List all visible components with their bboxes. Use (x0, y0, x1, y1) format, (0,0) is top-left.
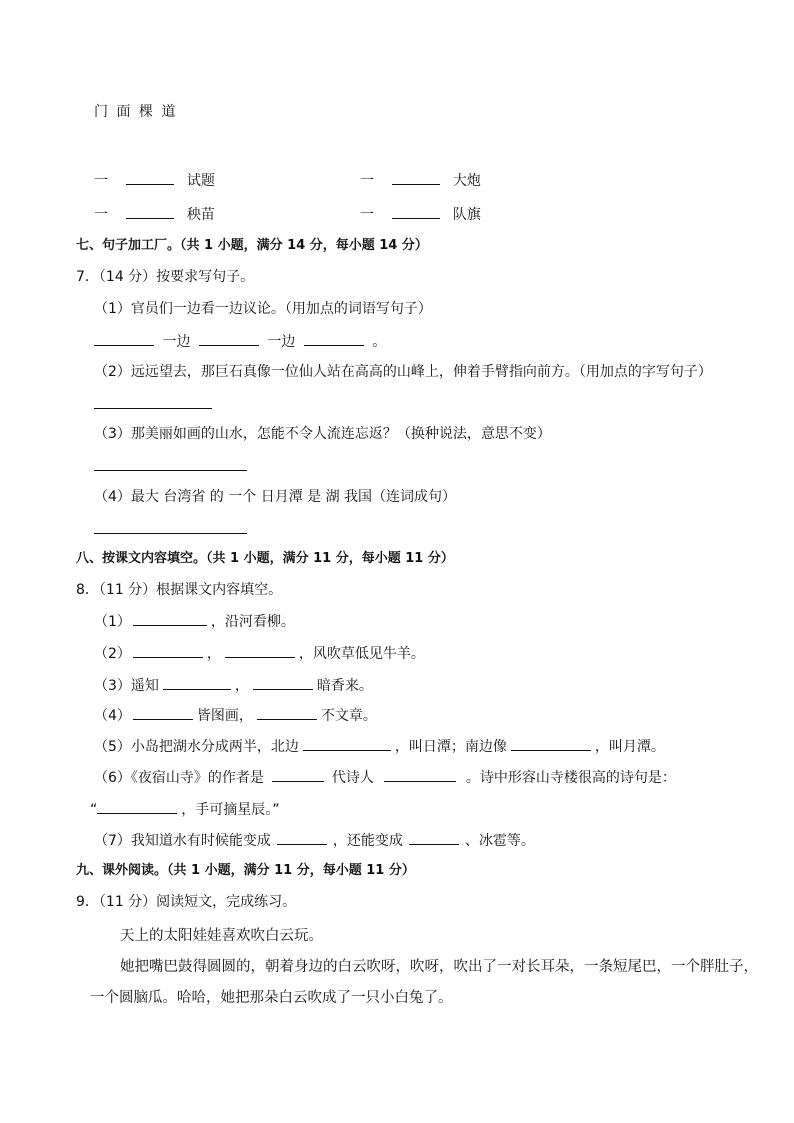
answer-end-punct: 。 (372, 334, 387, 350)
fill-text: ， (234, 678, 249, 694)
fill-in-line-5 (94, 736, 665, 757)
answer-blank[interactable] (133, 705, 193, 720)
fill-text: （6）《夜宿山寺》的作者是 (94, 770, 264, 786)
answer-blank[interactable] (392, 204, 440, 219)
answer-blank[interactable] (126, 170, 174, 185)
fill-text: 、冰雹等。 (464, 833, 535, 849)
sub-question: （3）那美丽如画的山水，怎能不令人流连忘返？（换种说法，意思不变） (94, 426, 551, 442)
fill-text: （3）遥知 (94, 678, 159, 694)
measure-word-item-3 (94, 204, 215, 225)
measure-suffix: 队旗 (452, 207, 481, 223)
answer-blank[interactable] (225, 643, 295, 658)
reading-paragraph: 一个圆脑瓜。哈哈，她把那朵白云吹成了一只小白兔了。 (90, 990, 453, 1006)
question-title: 9．（11 分）阅读短文，完成练习。 (76, 894, 297, 910)
answer-blank[interactable] (277, 830, 327, 845)
measure-suffix: 试题 (186, 173, 215, 189)
fill-in-line-2 (94, 643, 425, 664)
answer-blank[interactable] (97, 799, 177, 814)
fill-text: “ (90, 802, 98, 818)
answer-blank[interactable] (392, 170, 440, 185)
answer-line[interactable] (94, 470, 247, 471)
fill-text: ，还能变成 (332, 833, 403, 849)
word-list: 门 面 棵 道 (94, 104, 178, 120)
answer-blank[interactable] (304, 331, 364, 346)
answer-blank[interactable] (409, 830, 459, 845)
measure-word-item-2 (360, 170, 481, 191)
measure-word-item-4 (360, 204, 481, 225)
answer-line[interactable] (94, 533, 247, 534)
answer-blank[interactable] (257, 705, 317, 720)
fill-in-line-7 (94, 830, 535, 851)
fill-in-line-1 (94, 611, 295, 632)
answer-blank[interactable] (94, 331, 154, 346)
fill-text: ，手可摘星辰。” (181, 802, 280, 818)
answer-blank[interactable] (303, 736, 391, 751)
fill-text: 暗香来。 (316, 678, 373, 694)
measure-prefix: 一 (94, 173, 108, 189)
answer-connector: 一边 (267, 334, 296, 350)
fill-in-line-6b (90, 799, 280, 820)
sub-question: （1）官员们一边看一边议论。（用加点的词语写句子） (94, 301, 432, 317)
measure-word-item-1 (94, 170, 215, 191)
measure-suffix: 秧苗 (186, 207, 215, 223)
question-title: 7．（14 分）按要求写句子。 (76, 269, 255, 285)
reading-paragraph: 天上的太阳娃娃喜欢吹白云玩。 (120, 928, 323, 944)
fill-in-line-4 (94, 705, 377, 726)
fill-text: （5）小岛把湖水分成两半，北边 (94, 739, 299, 755)
fill-text: （2） (94, 646, 131, 662)
sub-question: （2）远远望去，那巨石真像一位仙人站在高高的山峰上，伸着手臂指向前方。（用加点的字写句子） (94, 364, 712, 380)
answer-blank[interactable] (133, 643, 203, 658)
fill-text: ，叫月潭。 (594, 739, 665, 755)
answer-connector: 一边 (162, 334, 191, 350)
section-heading: 九、课外阅读。（共 1 小题，满分 11 分，每小题 11 分） (76, 863, 415, 878)
measure-prefix: 一 (360, 207, 374, 223)
answer-blank[interactable] (511, 736, 591, 751)
answer-blank[interactable] (384, 767, 456, 782)
fill-text: ，沿河看柳。 (210, 614, 295, 630)
sub-question-answer-row (94, 331, 386, 352)
answer-blank[interactable] (253, 675, 313, 690)
fill-in-line-6 (94, 767, 676, 788)
answer-blank[interactable] (199, 331, 259, 346)
sub-question: （4）最大 台湾省 的 一个 日月潭 是 湖 我国（连词成句） (94, 489, 457, 505)
fill-text: 不文章。 (320, 708, 377, 724)
fill-text: ，风吹草低见牛羊。 (298, 646, 425, 662)
fill-text: （7）我知道水有时候能变成 (94, 833, 271, 849)
fill-text: 代诗人 (331, 770, 374, 786)
fill-text: （4） (94, 708, 131, 724)
fill-in-line-3 (94, 675, 373, 696)
question-title: 8．（11 分）根据课文内容填空。 (76, 582, 283, 598)
answer-blank[interactable] (133, 611, 207, 626)
fill-text: （1） (94, 614, 131, 630)
measure-prefix: 一 (94, 207, 108, 223)
section-heading: 八、按课文内容填空。（共 1 小题，满分 11 分，每小题 11 分） (76, 551, 454, 566)
fill-text: ， (206, 646, 221, 662)
measure-suffix: 大炮 (452, 173, 481, 189)
answer-line[interactable] (94, 408, 212, 409)
fill-text: 皆图画， (196, 708, 253, 724)
answer-blank[interactable] (126, 204, 174, 219)
section-heading: 七、句子加工厂。（共 1 小题，满分 14 分，每小题 14 分） (76, 238, 428, 253)
reading-paragraph: 她把嘴巴鼓得圆圆的，朝着身边的白云吹呀，吹呀，吹出了一对长耳朵，一条短尾巴，一个胖肚子， (120, 959, 758, 975)
measure-prefix: 一 (360, 173, 374, 189)
fill-text: 。诗中形容山寺楼很高的诗句是： (465, 770, 676, 786)
answer-blank[interactable] (272, 767, 324, 782)
answer-blank[interactable] (163, 675, 231, 690)
fill-text: ，叫日潭；南边像 (394, 739, 507, 755)
